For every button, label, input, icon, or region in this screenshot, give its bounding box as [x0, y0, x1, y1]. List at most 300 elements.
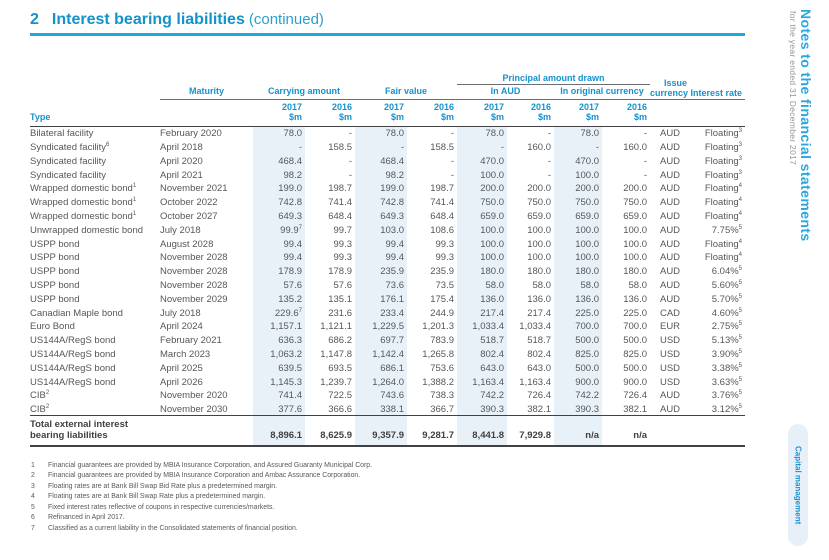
value-cell: 468.4: [253, 154, 305, 168]
type-cell: Canadian Maple bond: [30, 307, 123, 319]
footnote-text: Financial guarantees are provided by MBIA Insurance Corporation, and Assured Guaranty Municipal Corp.: [48, 462, 373, 469]
issue-currency-cell: AUD: [659, 128, 681, 140]
interest-rate-cell: 7.75%$^5$: [711, 224, 743, 236]
issue-currency-cell: AUD: [659, 390, 681, 402]
value-cell: 742.8: [355, 195, 407, 209]
issue-currency-cell: AUD: [659, 238, 681, 250]
value-cell: 225.0: [623, 307, 648, 319]
value-cell: 233.4: [355, 305, 407, 319]
value-cell: 1,388.2: [422, 376, 454, 388]
value-cell: 160.0: [527, 141, 551, 153]
value-cell: 136.0: [623, 293, 648, 305]
type-cell: US144A/RegS bond: [30, 348, 116, 360]
value-cell: 73.6: [355, 278, 407, 292]
value-cell: 900.0: [554, 374, 602, 388]
value-cell: 686.2: [328, 335, 352, 347]
interest-rate-cell: Floating$^4$: [704, 210, 743, 222]
value-cell: 649.3: [355, 209, 407, 223]
value-cell: 136.0: [457, 292, 507, 306]
type-cell: Wrapped domestic bond$^1$: [30, 197, 137, 209]
total-cell: n/a: [554, 416, 602, 446]
interest-rate-cell: 2.75%$^5$: [711, 321, 743, 333]
type-cell: USPP bond: [30, 279, 80, 291]
value-cell: -: [554, 140, 602, 154]
value-cell: 108.6: [430, 224, 454, 236]
issue-currency-cell: EUR: [659, 321, 681, 333]
year-unit-header: 2017 $m: [554, 99, 602, 126]
value-cell: 390.3: [457, 402, 507, 416]
value-cell: 73.5: [435, 279, 454, 291]
value-cell: 753.6: [430, 362, 454, 374]
maturity-cell: October 2027: [160, 210, 218, 222]
value-cell: 217.4: [527, 307, 551, 319]
issue-currency-header: Issue currency: [650, 64, 690, 99]
maturity-cell: March 2023: [160, 348, 211, 360]
value-cell: 78.0: [253, 126, 305, 140]
value-cell: 382.1: [623, 403, 648, 415]
value-cell: 750.0: [623, 197, 648, 209]
value-cell: 78.0: [457, 126, 507, 140]
maturity-cell: February 2021: [160, 335, 222, 347]
value-cell: 175.4: [430, 293, 454, 305]
section-header: [30, 11, 745, 36]
footnotes: [31, 461, 731, 534]
value-cell: 750.0: [457, 195, 507, 209]
table-body: [30, 126, 745, 416]
value-cell: 100.0: [623, 252, 648, 264]
fair-value-header: Fair value: [355, 84, 457, 99]
maturity-cell: November 2029: [160, 293, 228, 305]
footnote-number: 3: [31, 482, 35, 490]
footnote: [31, 482, 731, 492]
type-cell: USPP bond: [30, 266, 80, 278]
type-cell: USPP bond: [30, 293, 80, 305]
value-cell: 58.0: [457, 278, 507, 292]
table-row: [30, 388, 745, 402]
principal-amount-drawn-header: Principal amount drawn: [457, 64, 650, 84]
footnote-number: 4: [31, 493, 35, 501]
value-cell: 659.0: [554, 209, 602, 223]
carrying-amount-header: Carrying amount: [253, 84, 355, 99]
value-cell: 158.5: [328, 141, 352, 153]
sidebar-heading: [788, 9, 814, 242]
maturity-cell: April 2020: [160, 155, 203, 167]
footnote-number: 1: [31, 462, 35, 469]
footnote-number: 7: [31, 524, 35, 532]
table-row: [30, 361, 745, 375]
interest-rate-cell: Floating$^4$: [704, 183, 743, 195]
value-cell: 659.0: [527, 210, 551, 222]
value-cell: 1,163.4: [519, 376, 551, 388]
value-cell: 1,239.7: [320, 376, 352, 388]
total-cell: 8,441.8: [457, 416, 507, 446]
value-cell: 99.4: [355, 250, 407, 264]
issue-currency-cell: AUD: [659, 210, 681, 222]
type-cell: Syndicated facility$^6$: [30, 141, 110, 153]
value-cell: 99.3: [435, 252, 454, 264]
type-cell: Wrapped domestic bond$^1$: [30, 210, 137, 222]
page-title-suffix: (continued): [248, 11, 324, 28]
table-row: [30, 264, 745, 278]
value-cell: 1,264.0: [355, 374, 407, 388]
value-cell: 100.0: [554, 167, 602, 181]
value-cell: 693.5: [328, 362, 352, 374]
value-cell: 100.0: [527, 238, 551, 250]
value-cell: 99.4: [355, 236, 407, 250]
footnote: [31, 513, 731, 523]
type-header: Type: [30, 99, 160, 126]
value-cell: 100.0: [623, 224, 648, 236]
maturity-cell: July 2018: [160, 307, 201, 319]
table-row: [30, 154, 745, 168]
value-cell: 180.0: [527, 266, 551, 278]
page-title: Interest bearing liabilities (continued): [51, 11, 324, 28]
value-cell: 741.4: [328, 197, 352, 209]
interest-rate-cell: Floating$^4$: [704, 238, 743, 250]
value-cell: -: [547, 128, 551, 140]
value-cell: 338.1: [355, 402, 407, 416]
footnote: [31, 461, 731, 471]
value-cell: 58.0: [628, 279, 648, 291]
value-cell: -: [547, 169, 551, 181]
value-cell: 103.0: [355, 223, 407, 237]
table-row: [30, 167, 745, 181]
type-cell: Euro Bond: [30, 321, 75, 333]
value-cell: 99.3: [435, 238, 454, 250]
value-cell: -: [457, 140, 507, 154]
value-cell: 100.0: [457, 250, 507, 264]
interest-rate-cell: 3.76%$^5$: [711, 390, 743, 402]
issue-currency-cell: AUD: [659, 197, 681, 209]
interest-rate-cell: Floating$^3$: [704, 155, 743, 167]
table-header: [30, 64, 745, 126]
value-cell: 158.5: [430, 141, 454, 153]
value-cell: 135.2: [253, 292, 305, 306]
issue-currency-cell: USD: [659, 348, 681, 360]
total-cell: 9,281.7: [407, 416, 457, 446]
type-cell: Syndicated facility: [30, 169, 107, 181]
value-cell: 199.0: [253, 181, 305, 195]
interest-rate-cell: 5.13%$^5$: [711, 334, 743, 347]
footnote-text: Refinanced in April 2017.: [48, 514, 125, 522]
total-cell: 7,929.8: [507, 416, 554, 446]
year-unit-header: 2017 $m: [253, 99, 305, 126]
value-cell: 722.5: [328, 390, 352, 402]
table-row: [30, 278, 745, 292]
issue-currency-cell: USD: [659, 335, 681, 347]
value-cell: 160.0: [623, 141, 648, 153]
value-cell: 198.7: [328, 183, 352, 195]
maturity-header: Maturity: [160, 84, 253, 99]
value-cell: 518.7: [457, 333, 507, 347]
maturity-cell: April 2021: [160, 169, 203, 181]
type-cell: CIB$^2$: [30, 390, 50, 402]
value-cell: 1,157.1: [253, 319, 305, 333]
value-cell: 470.0: [554, 154, 602, 168]
total-cell: 8,896.1: [253, 416, 305, 446]
value-cell: 1,163.4: [457, 374, 507, 388]
value-cell: 1,229.5: [355, 319, 407, 333]
value-cell: 200.0: [623, 183, 648, 195]
in-aud-header: In AUD: [457, 84, 554, 99]
value-cell: 726.4: [623, 390, 648, 402]
value-cell: 58.0: [554, 278, 602, 292]
year-unit-header: 2016 $m: [407, 99, 457, 126]
value-cell: 648.4: [328, 210, 352, 222]
value-cell: -: [253, 140, 305, 154]
issue-currency-cell: AUD: [659, 169, 681, 181]
title-divider: [30, 33, 745, 36]
value-cell: 802.4: [527, 348, 551, 360]
footnote-text: Floating rates are at Bank Bill Swap Bid Rate plus a predetermined margin.: [48, 482, 278, 490]
type-cell: USPP bond: [30, 238, 80, 250]
value-cell: 659.0: [623, 210, 648, 222]
value-cell: -: [643, 169, 648, 181]
value-cell: 225.0: [554, 305, 602, 319]
footnote: [31, 503, 731, 513]
maturity-cell: November 2028: [160, 252, 228, 264]
value-cell: 200.0: [457, 181, 507, 195]
value-cell: -: [450, 155, 454, 167]
value-cell: 180.0: [457, 264, 507, 278]
interest-rate-cell: Floating$^4$: [704, 197, 743, 209]
issue-currency-cell: AUD: [659, 293, 681, 305]
value-cell: 648.4: [430, 210, 454, 222]
issue-currency-cell: AUD: [659, 183, 681, 195]
total-cell: 8,625.9: [305, 416, 355, 446]
value-cell: 176.1: [355, 292, 407, 306]
footnote-text: Classified as a current liability in the Consolidated statements of financial position.: [48, 524, 298, 532]
value-cell: 1,121.1: [320, 321, 352, 333]
footnote-number: 2: [31, 472, 35, 480]
value-cell: 58.0: [532, 279, 551, 291]
value-cell: 235.9: [430, 266, 454, 278]
table-row: [30, 181, 745, 195]
capital-management-tab[interactable]: [788, 424, 808, 546]
value-cell: 741.4: [430, 197, 454, 209]
interest-rate-cell: 6.04%$^5$: [711, 265, 743, 278]
issue-currency-cell: USD: [659, 362, 681, 374]
type-cell: Unwrapped domestic bond: [30, 224, 144, 236]
table-row: [30, 250, 745, 264]
value-cell: 178.9: [328, 266, 352, 278]
value-cell: 726.4: [527, 390, 551, 402]
interest-rate-cell: Floating$^3$: [704, 141, 743, 153]
issue-currency-cell: AUD: [659, 279, 681, 291]
value-cell: 659.0: [457, 209, 507, 223]
type-cell: Wrapped domestic bond$^1$: [30, 183, 137, 195]
value-cell: 99.7: [333, 224, 352, 236]
table-row: [30, 333, 745, 347]
value-cell: 135.1: [328, 293, 352, 305]
type-cell: US144A/RegS bond: [30, 362, 116, 374]
value-cell: 649.3: [253, 209, 305, 223]
value-cell: 100.0: [623, 238, 648, 250]
value-cell: 57.6: [253, 278, 305, 292]
value-cell: 178.9: [253, 264, 305, 278]
maturity-cell: November 2021: [160, 183, 228, 195]
value-cell: 100.0: [554, 223, 602, 237]
footnote-number: 5: [31, 503, 35, 511]
value-cell: 200.0: [554, 181, 602, 195]
maturity-cell: August 2028: [160, 238, 214, 250]
type-cell: USPP bond: [30, 252, 80, 264]
value-cell: 743.6: [355, 388, 407, 402]
value-cell: 750.0: [527, 197, 551, 209]
value-cell: 643.0: [527, 362, 551, 374]
total-cell: 9,357.9: [355, 416, 407, 446]
table-row: [30, 347, 745, 361]
value-cell: 750.0: [554, 195, 602, 209]
value-cell: 900.0: [623, 376, 648, 388]
value-cell: 180.0: [623, 266, 648, 278]
footnote-text: Financial guarantees are provided by MBIA Insurance Corporation and Ambac Assurance Corporation.: [48, 472, 361, 480]
interest-rate-cell: 5.70%$^5$: [711, 293, 743, 305]
maturity-cell: October 2022: [160, 197, 218, 209]
issue-currency-cell: AUD: [659, 266, 681, 278]
value-cell: 100.0: [527, 224, 551, 236]
type-cell: CIB$^2$: [30, 403, 50, 415]
table-row: [30, 223, 745, 237]
liabilities-table: [30, 64, 745, 447]
footnote: [31, 492, 731, 502]
value-cell: 217.4: [457, 305, 507, 319]
value-cell: -: [643, 155, 648, 167]
value-cell: 825.0: [623, 348, 648, 360]
value-cell: 199.0: [355, 181, 407, 195]
value-cell: 643.0: [457, 361, 507, 375]
value-cell: -: [643, 128, 648, 140]
footnote-text: Fixed interest rates reflective of coupons in respective currencies/markets.: [48, 503, 275, 511]
value-cell: 57.6: [333, 279, 352, 291]
value-cell: 99.3: [333, 238, 352, 250]
interest-rate-cell: Floating$^3$: [704, 128, 743, 140]
in-original-currency-header: In original currency: [554, 84, 650, 99]
issue-currency-cell: AUD: [659, 155, 681, 167]
maturity-cell: November 2020: [160, 390, 228, 402]
value-cell: 738.3: [430, 390, 454, 402]
value-cell: -: [547, 155, 551, 167]
issue-currency-cell: CAD: [659, 307, 681, 319]
value-cell: 100.0: [457, 236, 507, 250]
maturity-cell: February 2020: [160, 128, 222, 140]
value-cell: -: [348, 155, 352, 167]
interest-rate-cell: Floating$^4$: [704, 252, 743, 264]
value-cell: 390.3: [554, 402, 602, 416]
interest-rate-cell: 3.38%$^5$: [711, 362, 743, 374]
value-cell: 229.6$^7$: [253, 305, 305, 319]
value-cell: 1,145.3: [253, 374, 305, 388]
issue-currency-cell: AUD: [659, 224, 681, 236]
table-row: [30, 374, 745, 388]
sidebar-title: Notes to the financial statements: [798, 9, 814, 242]
value-cell: 500.0: [623, 362, 648, 374]
value-cell: 99.4: [253, 250, 305, 264]
maturity-cell: April 2024: [160, 321, 203, 333]
footnote: [31, 524, 731, 534]
value-cell: 1,201.3: [422, 321, 454, 333]
interest-rate-cell: Floating$^3$: [704, 169, 743, 181]
capital-management-tab-label: Capital management: [793, 445, 803, 525]
value-cell: 100.0: [527, 252, 551, 264]
value-cell: 136.0: [527, 293, 551, 305]
value-cell: 136.0: [554, 292, 602, 306]
value-cell: 244.9: [430, 307, 454, 319]
value-cell: 100.0: [554, 250, 602, 264]
value-cell: 100.0: [457, 223, 507, 237]
maturity-cell: April 2026: [160, 376, 203, 388]
interest-rate-cell: 5.60%$^5$: [711, 279, 743, 291]
value-cell: 198.7: [430, 183, 454, 195]
value-cell: 1,265.8: [422, 348, 454, 360]
maturity-cell: November 2028: [160, 279, 228, 291]
section-number: 2: [30, 11, 39, 28]
value-cell: 377.6: [253, 402, 305, 416]
value-cell: 78.0: [554, 126, 602, 140]
value-cell: 1,033.4: [519, 321, 551, 333]
maturity-cell: April 2025: [160, 362, 203, 374]
value-cell: 700.0: [623, 321, 648, 333]
table-row: [30, 140, 745, 154]
type-cell: Bilateral facility: [30, 128, 94, 140]
value-cell: 686.1: [355, 361, 407, 375]
maturity-cell: April 2018: [160, 141, 203, 153]
interest-rate-cell: 3.63%$^5$: [711, 376, 743, 388]
value-cell: 235.9: [355, 264, 407, 278]
value-cell: 518.7: [527, 335, 551, 347]
table-row: [30, 292, 745, 306]
value-cell: -: [450, 169, 454, 181]
value-cell: 470.0: [457, 154, 507, 168]
year-unit-header: 2017 $m: [457, 99, 507, 126]
maturity-cell: November 2028: [160, 266, 228, 278]
value-cell: 1,063.2: [253, 347, 305, 361]
value-cell: 741.4: [253, 388, 305, 402]
value-cell: 98.2: [355, 167, 407, 181]
value-cell: -: [450, 128, 454, 140]
value-cell: 98.2: [253, 167, 305, 181]
value-cell: 783.9: [430, 335, 454, 347]
value-cell: 742.2: [554, 388, 602, 402]
year-unit-header: 2016 $m: [305, 99, 355, 126]
year-unit-header: 2016 $m: [507, 99, 554, 126]
value-cell: 100.0: [554, 236, 602, 250]
value-cell: 99.4: [253, 236, 305, 250]
maturity-cell: November 2030: [160, 403, 228, 415]
value-cell: 468.4: [355, 154, 407, 168]
interest-rate-cell: 3.90%$^5$: [711, 348, 743, 360]
value-cell: -: [348, 128, 352, 140]
maturity-cell: July 2018: [160, 224, 201, 236]
value-cell: 231.6: [328, 307, 352, 319]
value-cell: 700.0: [554, 319, 602, 333]
issue-currency-cell: USD: [659, 376, 681, 388]
interest-rate-header: Interest rate: [690, 64, 745, 99]
table-row: [30, 126, 745, 140]
footnote: [31, 471, 731, 481]
value-cell: 742.8: [253, 195, 305, 209]
issue-currency-cell: AUD: [659, 141, 681, 153]
value-cell: 500.0: [554, 333, 602, 347]
total-label: Total external interest bearing liabilities: [30, 419, 129, 442]
issue-currency-cell: AUD: [659, 252, 681, 264]
value-cell: 99.3: [333, 252, 352, 264]
value-cell: 825.0: [554, 347, 602, 361]
table-row: [30, 209, 745, 223]
sidebar-subtitle: for the year ended 31 December 2017: [787, 11, 798, 166]
value-cell: 742.2: [457, 388, 507, 402]
value-cell: 366.6: [328, 403, 352, 415]
